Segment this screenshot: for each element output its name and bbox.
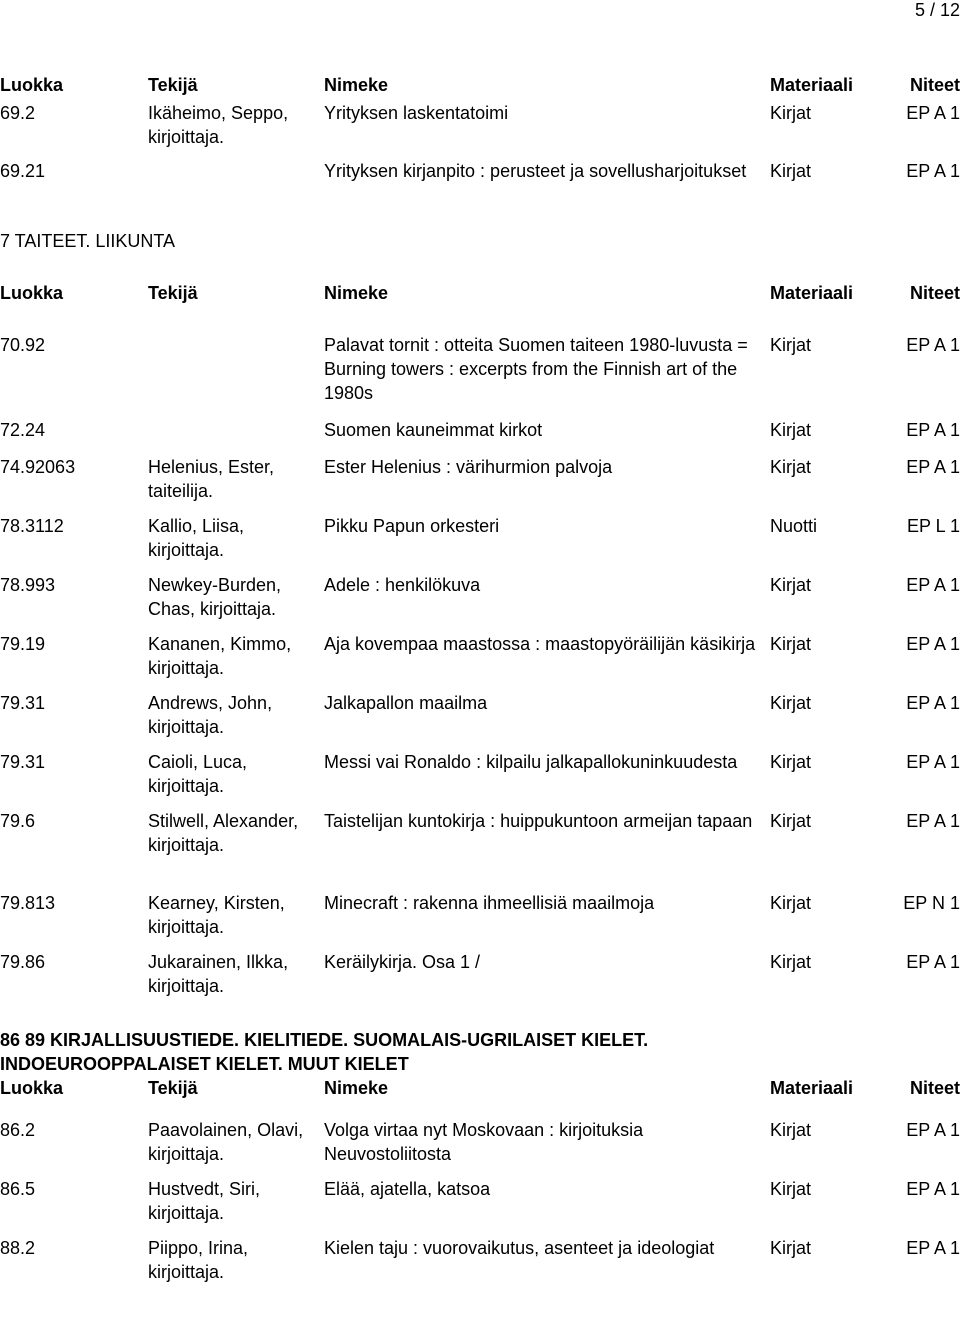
cell-luokka: 79.31: [0, 752, 46, 772]
col-luokka: Luokka: [0, 1078, 64, 1098]
cell-materiaali: Kirjat: [770, 952, 812, 972]
cell-luokka: 79.813: [0, 893, 56, 913]
cell-luokka: 86.2: [0, 1120, 36, 1140]
cell-tekija: Jukarainen, Ilkka, kirjoittaja.: [148, 952, 289, 996]
col-tekija: Tekijä: [148, 1078, 198, 1098]
cell-niteet: EP A 1: [906, 575, 960, 595]
cell-nimeke: Minecraft : rakenna ihmeellisiä maailmoja: [324, 893, 655, 913]
cell-materiaali: Kirjat: [770, 575, 812, 595]
cell-niteet: EP A 1: [906, 161, 960, 181]
cell-luokka: 78.993: [0, 575, 56, 595]
cell-materiaali: Kirjat: [770, 1238, 812, 1258]
table-row: [0, 418, 960, 455]
cell-nimeke: Suomen kauneimmat kirkot: [324, 420, 543, 440]
cell-niteet: EP A 1: [906, 103, 960, 123]
cell-materiaali: Kirjat: [770, 420, 812, 440]
section-title: 86 89 KIRJALLISUUSTIEDE. KIELITIEDE. SUOMALAIS-UGRILAISET KIELET. INDOEUROOPPALAISET KIELET. MUUT KIELET: [0, 1030, 649, 1074]
table-row: [0, 1177, 960, 1236]
table-header: [0, 1076, 960, 1118]
col-niteet: Niteet: [909, 75, 960, 95]
col-materiaali: Materiaali: [770, 283, 854, 303]
cell-tekija: Caioli, Luca, kirjoittaja.: [148, 752, 248, 796]
cell-tekija: Andrews, John, kirjoittaja.: [148, 693, 273, 737]
cell-materiaali: Kirjat: [770, 335, 812, 355]
cell-materiaali: Kirjat: [770, 103, 812, 123]
col-materiaali: Materiaali: [770, 75, 854, 95]
cell-materiaali: Kirjat: [770, 752, 812, 772]
col-nimeke: Nimeke: [324, 283, 389, 303]
cell-nimeke: Aja kovempaa maastossa : maastopyöräilijän käsikirja: [324, 634, 756, 654]
page-number: 5 / 12: [914, 0, 960, 20]
table-row: [0, 1118, 960, 1177]
table-header: [0, 281, 960, 333]
catalog-listing: [0, 73, 960, 1288]
cell-materiaali: Kirjat: [770, 457, 812, 477]
col-nimeke: Nimeke: [324, 1078, 389, 1098]
cell-tekija: [148, 159, 324, 229]
col-niteet: Niteet: [909, 283, 960, 303]
cell-nimeke: Taistelijan kuntokirja : huippukuntoon armeijan tapaan: [324, 811, 753, 831]
cell-materiaali: Kirjat: [770, 1179, 812, 1199]
cell-luokka: 86.5: [0, 1179, 36, 1199]
cell-nimeke: Ester Helenius : värihurmion palvoja: [324, 457, 613, 477]
cell-tekija: [148, 418, 324, 455]
cell-tekija: Newkey-Burden, Chas, kirjoittaja.: [148, 575, 282, 619]
cell-materiaali: Kirjat: [770, 1120, 812, 1140]
cell-materiaali: Kirjat: [770, 693, 812, 713]
table-row: [0, 455, 960, 514]
cell-nimeke: Yrityksen kirjanpito : perusteet ja sovellusharjoitukset: [324, 161, 747, 181]
cell-niteet: EP A 1: [906, 693, 960, 713]
cell-luokka: 78.3112: [0, 516, 64, 536]
cell-materiaali: Kirjat: [770, 893, 812, 913]
col-materiaali: Materiaali: [770, 1078, 854, 1098]
cell-materiaali: Nuotti: [770, 516, 818, 536]
cell-tekija: Ikäheimo, Seppo, kirjoittaja.: [148, 103, 289, 147]
col-luokka: Luokka: [0, 75, 64, 95]
table-row: [0, 333, 960, 418]
cell-niteet: EP A 1: [906, 811, 960, 831]
cell-nimeke: Volga virtaa nyt Moskovaan : kirjoituksia Neuvostoliitosta: [324, 1120, 644, 1164]
col-tekija: Tekijä: [148, 283, 198, 303]
cell-luokka: 69.2: [0, 103, 36, 123]
table-row: [0, 1236, 960, 1288]
cell-niteet: EP A 1: [906, 420, 960, 440]
cell-nimeke: Jalkapallon maailma: [324, 693, 488, 713]
cell-luokka: 69.21: [0, 161, 46, 181]
cell-materiaali: Kirjat: [770, 634, 812, 654]
table-header: [0, 73, 960, 101]
cell-niteet: EP A 1: [906, 952, 960, 972]
cell-niteet: EP A 1: [906, 1238, 960, 1258]
cell-niteet: EP A 1: [906, 1120, 960, 1140]
cell-nimeke: Pikku Papun orkesteri: [324, 516, 500, 536]
table-row: [0, 809, 960, 891]
cell-luokka: 79.19: [0, 634, 46, 654]
table-row: [0, 514, 960, 573]
cell-niteet: EP N 1: [903, 893, 960, 913]
cell-niteet: EP A 1: [906, 634, 960, 654]
section-title: 7 TAITEET. LIIKUNTA: [0, 231, 176, 251]
cell-luokka: 74.92063: [0, 457, 76, 477]
cell-tekija: Helenius, Ester, taiteilija.: [148, 457, 275, 501]
cell-nimeke: Keräilykirja. Osa 1 /: [324, 952, 481, 972]
cell-luokka: 79.31: [0, 693, 46, 713]
cell-niteet: EP A 1: [906, 335, 960, 355]
table-row: [0, 750, 960, 809]
table-row: [0, 891, 960, 950]
cell-tekija: [148, 333, 324, 418]
cell-materiaali: Kirjat: [770, 161, 812, 181]
cell-niteet: EP L 1: [906, 516, 960, 536]
cell-luokka: 72.24: [0, 420, 46, 440]
cell-tekija: Piippo, Irina, kirjoittaja.: [148, 1238, 249, 1282]
col-niteet: Niteet: [909, 1078, 960, 1098]
cell-tekija: Kearney, Kirsten, kirjoittaja.: [148, 893, 285, 937]
table-row: [0, 950, 960, 1028]
cell-luokka: 88.2: [0, 1238, 36, 1258]
table-row: [0, 691, 960, 750]
table-row: [0, 159, 960, 229]
cell-tekija: Hustvedt, Siri, kirjoittaja.: [148, 1179, 261, 1223]
cell-luokka: 79.86: [0, 952, 46, 972]
cell-niteet: EP A 1: [906, 1179, 960, 1199]
cell-luokka: 70.92: [0, 335, 46, 355]
cell-niteet: EP A 1: [906, 752, 960, 772]
cell-tekija: Kallio, Liisa, kirjoittaja.: [148, 516, 245, 560]
cell-materiaali: Kirjat: [770, 811, 812, 831]
cell-nimeke: Palavat tornit : otteita Suomen taiteen 1980-luvusta = Burning towers : excerpts from the Finnish art of the 1980s: [324, 335, 748, 403]
col-nimeke: Nimeke: [324, 75, 389, 95]
table-row: [0, 632, 960, 691]
table-row: [0, 573, 960, 632]
col-luokka: Luokka: [0, 283, 64, 303]
cell-tekija: Kananen, Kimmo, kirjoittaja.: [148, 634, 292, 678]
cell-niteet: EP A 1: [906, 457, 960, 477]
col-tekija: Tekijä: [148, 75, 198, 95]
cell-tekija: Paavolainen, Olavi, kirjoittaja.: [148, 1120, 304, 1164]
table-row: [0, 101, 960, 159]
cell-nimeke: Adele : henkilökuva: [324, 575, 481, 595]
cell-nimeke: Kielen taju : vuorovaikutus, asenteet ja ideologiat: [324, 1238, 715, 1258]
cell-nimeke: Yrityksen laskentatoimi: [324, 103, 509, 123]
cell-nimeke: Messi vai Ronaldo : kilpailu jalkapallokuninkuudesta: [324, 752, 738, 772]
cell-luokka: 79.6: [0, 811, 36, 831]
cell-tekija: Stilwell, Alexander, kirjoittaja.: [148, 811, 299, 855]
cell-nimeke: Elää, ajatella, katsoa: [324, 1179, 491, 1199]
